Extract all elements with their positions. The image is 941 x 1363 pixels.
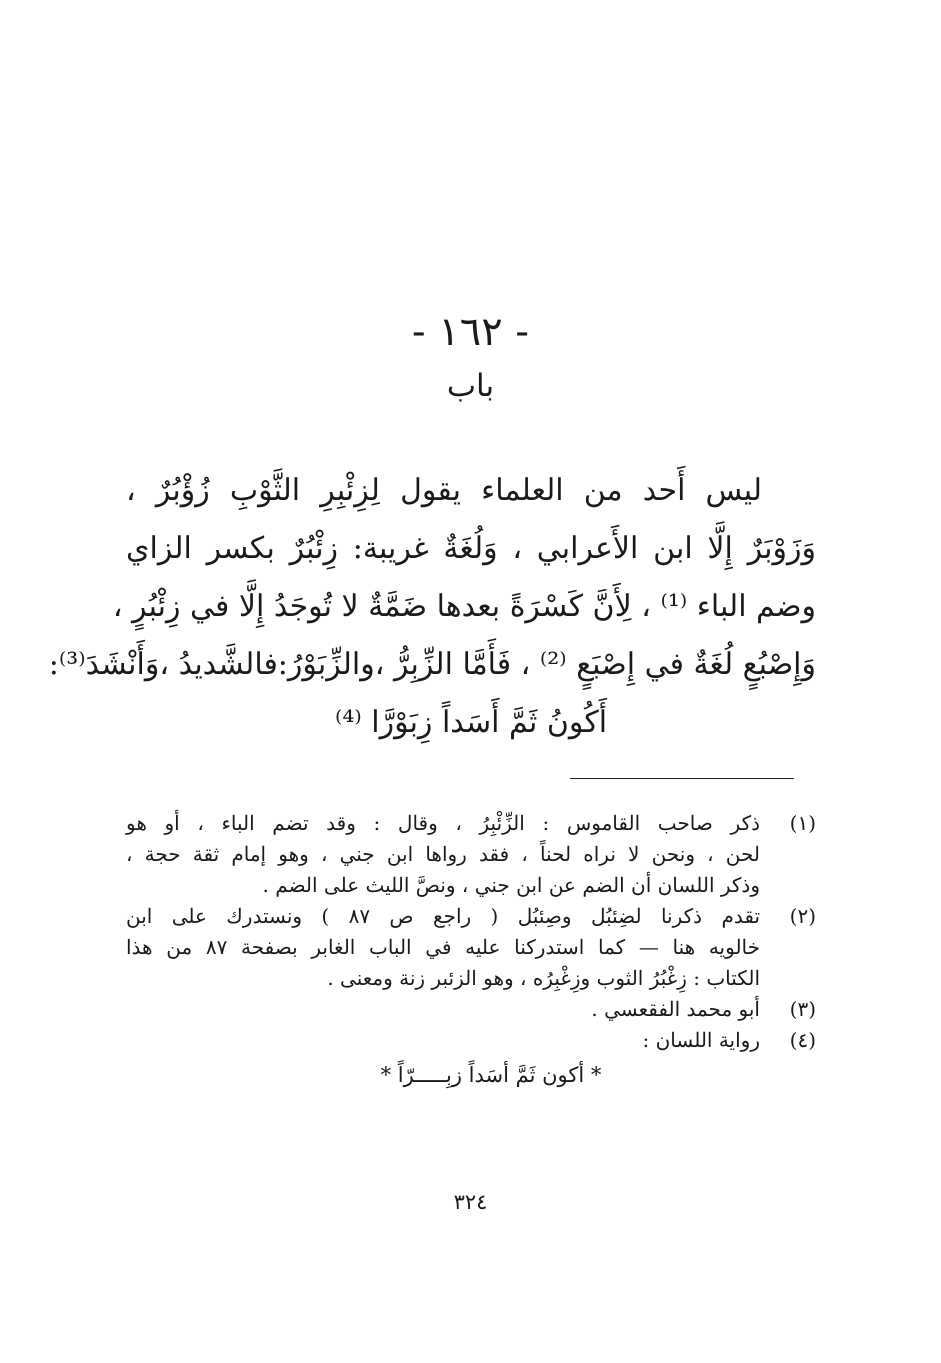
footnote-text [126,994,760,1025]
footnote-line: لحن ، ونحن لا نراه لحناً ، فقد رواها ابن جني ، وهو إمام ثقة حجة ، [126,842,760,866]
footnote-marker: (١) [789,811,816,835]
footnote-line: تقدم ذكرنا لضِئبُل وصِئبُل ( راجع ص ٨٧ ) ونستدرك على ابن [126,904,761,928]
body-line: وضم الباء ⁽¹⁾ ، لِأَنَّ كَسْرَةً بعدها ضَمَّةٌ لا تُوجَدُ إِلَّا في زِئْبُرٍ ، [112,589,816,624]
footnote-divider [570,778,794,779]
chapter-title: باب [446,368,495,404]
body-line: وَإِصْبُعٍ لُغَةٌ في إِصْبَعٍ ⁽²⁾ ، فَأَمَّا الزِّبِرُّ ،والزِّبَوْرُ:فالشَّديدُ ،وَأَنْشَدَ⁽³⁾: [48,647,816,682]
page-number: ٣٢٤ [453,1190,488,1214]
footnote [126,1025,816,1056]
footnote [126,808,816,901]
footnote-text [126,1025,760,1056]
footnote-line: وذكر اللسان أن الضم عن ابن جني ، ونصَّ الليث على الضم . [262,873,760,897]
footnote-text [126,808,760,901]
footnote-marker: (٣) [789,997,816,1021]
footnote-line: ذكر صاحب القاموس : الزِّئْبِرُ ، وقال : وقد تضم الباء ، أو هو [126,811,760,835]
footnote-line: رواية اللسان : [642,1028,760,1052]
footnote-line: الكتاب : زِغْبُرُ الثوب وزِغْبِرُه ، وهو الزئبر زنة ومعنى . [327,966,760,990]
main-text [48,462,816,752]
body-line: ليس أَحد من العلماء يقول لِزِئْبِرِ الثَّوْبِ زُؤْبُرٌ ، [126,473,762,508]
footnote-marker: (٤) [789,1028,816,1052]
footnote [126,994,816,1025]
footnotes [126,808,816,1092]
chapter-number: - ١٦٢ - [412,309,529,355]
body-line: وَزَوْبَرٌ إِلَّا ابن الأَعرابي ، وَلُغَةٌ غريبة: زِئْبُرٌ بكسر الزاي [126,531,816,566]
footnote-verse: * أكون ثَمَّ أسَداً زبِـــــرّاً * [380,1063,602,1087]
footnote-marker: (٢) [789,904,816,928]
footnote [126,901,816,994]
verse-line: أَكُونُ ثَمَّ أَسَداً زِبَوْرَّا ⁽⁴⁾ [334,705,608,740]
footnote-line: أبو محمد الفقعسي . [591,997,760,1021]
footnote-line: خالويه هنا — كما استدركنا عليه في الباب الغابر بصفحة ٨٧ من هذا [126,935,760,959]
footnote-text [126,901,760,994]
